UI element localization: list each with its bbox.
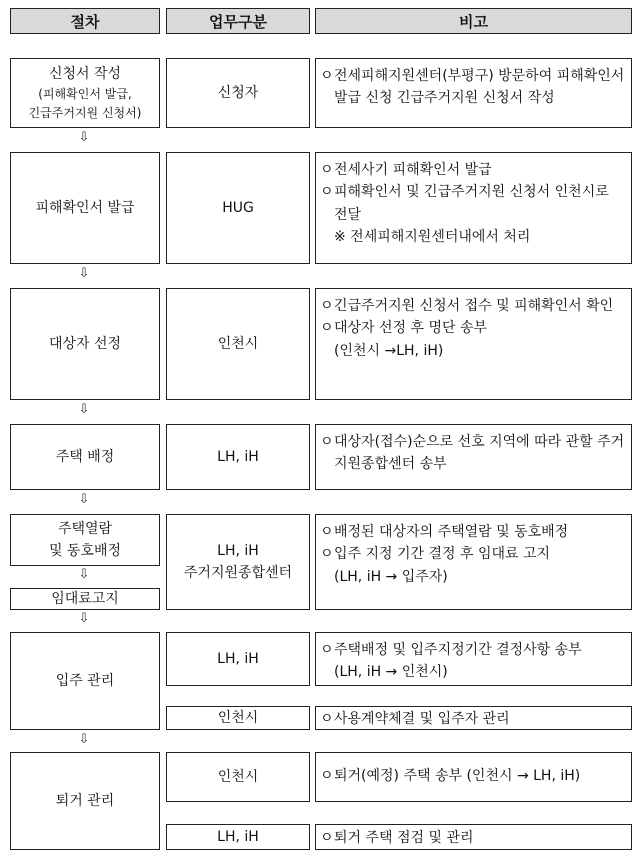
step7-role-b <box>166 824 310 850</box>
step7-role-a-label: 인천시 <box>217 768 259 785</box>
step6-role-a <box>166 632 310 686</box>
flow-arrow-icon: ⇩ <box>78 492 90 507</box>
step5-note-2: ㅇ 입주 지정 기간 결정 후 임대료 고지 <box>320 543 625 565</box>
step2-procedure <box>10 152 160 264</box>
bullet-icon: ㅇ <box>320 434 334 450</box>
step7-title: 퇴거 관리 <box>55 792 115 809</box>
step3-title: 대상자 선정 <box>48 335 122 352</box>
step1-procedure <box>10 58 160 128</box>
step6-note-b1: ㅇ 사용계약체결 및 입주자 관리 <box>320 708 625 730</box>
step1-note-1: ㅇ 전세피해지원센터(부평구) 방문하여 피해확인서 발급 신청 긴급주거지원 신청서 작성 <box>320 65 625 110</box>
step4-role <box>166 424 310 490</box>
step1-title: 신청서 작성 <box>48 65 122 82</box>
step1-role-label: 신청자 <box>217 84 259 101</box>
step3-note-2: ㅇ 대상자 선정 후 명단 송부 <box>320 317 625 339</box>
step3-role-label: 인천시 <box>217 335 259 352</box>
step7-procedure <box>10 752 160 850</box>
flow-arrow-icon: ⇩ <box>78 611 90 626</box>
step2-role <box>166 152 310 264</box>
step5-extra-rent-notice <box>10 588 160 610</box>
flow-arrow-icon: ⇩ <box>78 266 90 281</box>
step7-remarks-b <box>315 824 632 850</box>
step2-note-2: ㅇ 피해확인서 및 긴급주거지원 신청서 인천시로 전달 <box>320 181 625 226</box>
step1-sub2: 긴급주거지원 신청서) <box>28 106 142 121</box>
step6-role-b <box>166 706 310 730</box>
flow-arrow-icon: ⇩ <box>78 402 90 417</box>
step2-ref: ※ 전세피해지원센터내에서 처리 <box>334 229 531 246</box>
step6-title: 입주 관리 <box>55 672 115 689</box>
bullet-icon: ㅇ <box>320 162 334 178</box>
bullet-icon: ㅇ <box>320 184 334 201</box>
bullet-icon: ㅇ <box>320 68 334 84</box>
step5-title2: 및 동호배정 <box>48 543 122 559</box>
step2-role-label: HUG <box>222 199 254 216</box>
step7-remarks-a <box>315 752 632 802</box>
bullet-icon: ㅇ <box>320 711 334 727</box>
step7-note-a1: ㅇ 퇴거(예정) 주택 송부 (인천시 → LH, iH) <box>320 765 625 787</box>
step7-role-b-label: LH, iH <box>217 828 259 845</box>
step3-procedure <box>10 288 160 400</box>
step3-note-1: ㅇ 긴급주거지원 신청서 접수 및 피해확인서 확인 <box>320 295 625 317</box>
step6-role-b-label: 인천시 <box>217 709 259 726</box>
step6-remarks-a <box>315 632 632 686</box>
step5-note-1: ㅇ 배정된 대상자의 주택열람 및 동호배정 <box>320 521 625 543</box>
step3-role <box>166 288 310 400</box>
step5-role-label2: 주거지원종합센터 <box>183 565 293 581</box>
step5-remarks <box>315 514 632 610</box>
step2-note-1: ㅇ 전세사기 피해확인서 발급 <box>320 159 625 181</box>
step4-procedure <box>10 424 160 490</box>
header-role: 업무구분 <box>166 8 310 34</box>
step1-remarks <box>315 58 632 128</box>
bullet-icon: ㅇ <box>320 524 334 540</box>
step4-note-1: ㅇ 대상자(접수)순으로 선호 지역에 따라 관할 주거지원종합센터 송부 <box>320 431 625 476</box>
flow-arrow-icon: ⇩ <box>78 130 90 145</box>
step1-role <box>166 58 310 128</box>
step6-ref-a: (LH, iH → 인천시) <box>334 664 448 681</box>
header-remarks: 비고 <box>315 8 632 34</box>
bullet-icon: ㅇ <box>320 768 334 784</box>
step2-remarks <box>315 152 632 264</box>
step6-remarks-b <box>315 706 632 730</box>
flow-arrow-icon: ⇩ <box>78 567 90 582</box>
step4-remarks <box>315 424 632 490</box>
step5-role <box>166 514 310 610</box>
bullet-icon: ㅇ <box>320 830 334 846</box>
step5-extra-label: 임대료고지 <box>51 590 119 607</box>
step6-note-a1: ㅇ 주택배정 및 입주지정기간 결정사항 송부 <box>320 639 625 661</box>
step7-note-b1: ㅇ 퇴거 주택 점검 및 관리 <box>320 827 625 849</box>
step2-title: 피해확인서 발급 <box>35 199 135 216</box>
step3-ref: (인천시 →LH, iH) <box>334 342 444 359</box>
bullet-icon: ㅇ <box>320 546 334 563</box>
bullet-icon: ㅇ <box>320 320 334 337</box>
step5-ref: (LH, iH → 입주자) <box>334 568 448 585</box>
step3-remarks <box>315 288 632 400</box>
step4-title: 주택 배정 <box>55 448 115 465</box>
step4-role-label: LH, iH <box>217 448 259 465</box>
step5-role-label1: LH, iH <box>217 542 259 559</box>
step6-role-a-label: LH, iH <box>217 650 259 667</box>
step6-procedure <box>10 632 160 730</box>
step7-role-a <box>166 752 310 802</box>
step1-sub1: (피해확인서 발급, <box>38 87 132 101</box>
flow-arrow-icon: ⇩ <box>78 732 90 747</box>
step5-title1: 주택열람 <box>57 520 113 537</box>
header-procedure: 절차 <box>10 8 160 34</box>
step5-procedure <box>10 514 160 566</box>
bullet-icon: ㅇ <box>320 298 334 314</box>
bullet-icon: ㅇ <box>320 642 334 658</box>
